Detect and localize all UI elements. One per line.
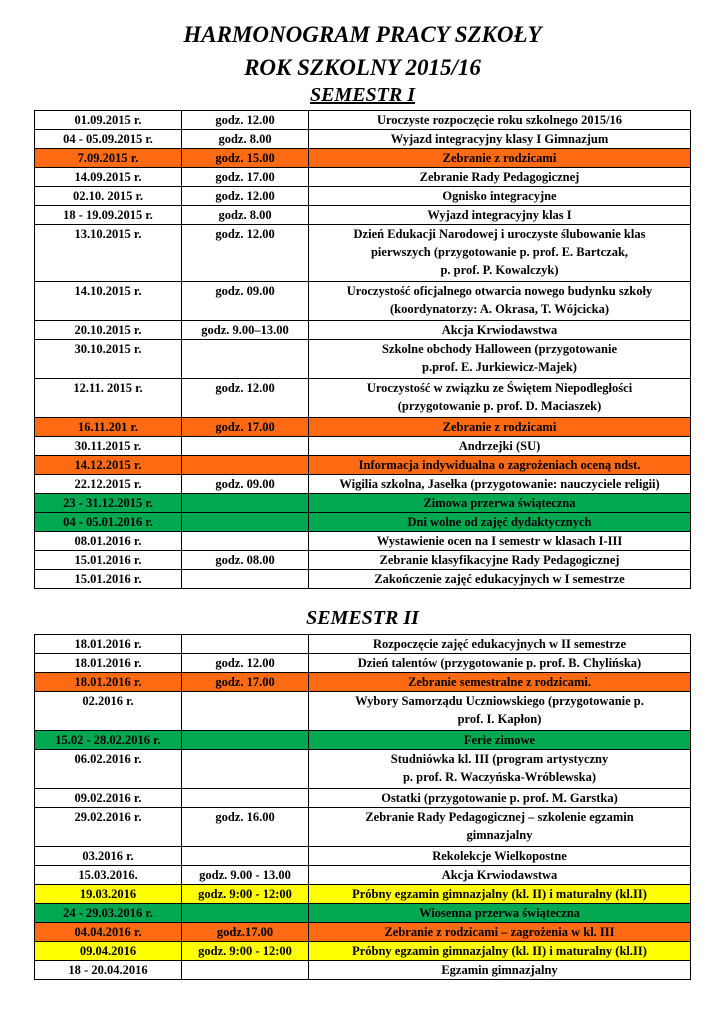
time-cell	[182, 635, 309, 654]
table-row	[35, 513, 691, 532]
event-line: Wyjazd integracyjny klasy I Gimnazjum	[390, 132, 609, 146]
date-cell: 24 - 29.03.2016 r.	[35, 904, 182, 923]
table-row	[35, 570, 691, 589]
time-cell	[182, 789, 309, 808]
event-line: p.prof. E. Jurkiewicz-Majek)	[422, 360, 577, 374]
table-row	[35, 418, 691, 437]
event-cell	[309, 692, 691, 731]
event-line: Zebranie Rady Pedagogicznej – szkolenie egzamin	[365, 810, 634, 824]
event-line: Uroczystość oficjalnego otwarcia nowego budynku szkoły	[346, 284, 653, 298]
event-line: Akcja Krwiodawstwa	[441, 323, 558, 337]
table-row	[35, 437, 691, 456]
date-cell: 06.02.2016 r.	[35, 750, 182, 789]
event-cell	[309, 321, 691, 340]
event-line: p. prof. P. Kowalczyk)	[440, 263, 559, 277]
event-cell	[309, 532, 691, 551]
table-row	[35, 866, 691, 885]
event-line: Zebranie z rodzicami	[442, 420, 557, 434]
table-row	[35, 731, 691, 750]
table-row	[35, 923, 691, 942]
time-cell: godz. 9.00–13.00	[182, 321, 309, 340]
time-cell: godz. 08.00	[182, 551, 309, 570]
event-cell	[309, 168, 691, 187]
event-cell	[309, 149, 691, 168]
time-cell: godz. 09.00	[182, 475, 309, 494]
time-cell: godz. 9:00 - 12:00	[182, 885, 309, 904]
event-line: Zebranie Rady Pedagogicznej	[419, 170, 580, 184]
event-cell	[309, 130, 691, 149]
event-cell	[309, 551, 691, 570]
event-cell	[309, 635, 691, 654]
event-cell	[309, 418, 691, 437]
event-cell	[309, 904, 691, 923]
event-cell	[309, 206, 691, 225]
time-cell	[182, 847, 309, 866]
table-row	[35, 379, 691, 418]
date-cell: 19.03.2016	[35, 885, 182, 904]
time-cell	[182, 731, 309, 750]
event-line: Dzień Edukacji Narodowej i uroczyste ślubowanie klas	[353, 227, 646, 241]
date-cell: 15.03.2016.	[35, 866, 182, 885]
time-cell	[182, 456, 309, 475]
event-cell	[309, 379, 691, 418]
table-row	[35, 149, 691, 168]
event-line: Egzamin gimnazjalny	[441, 963, 558, 977]
table-row	[35, 340, 691, 379]
table-row	[35, 225, 691, 282]
event-line: Zebranie klasyfikacyjne Rady Pedagogicznej	[379, 553, 620, 567]
date-cell: 15.01.2016 r.	[35, 551, 182, 570]
table-row	[35, 321, 691, 340]
date-cell: 09.04.2016	[35, 942, 182, 961]
date-cell: 04 - 05.01.2016 r.	[35, 513, 182, 532]
date-cell: 14.09.2015 r.	[35, 168, 182, 187]
table-row	[35, 750, 691, 789]
date-cell: 29.02.2016 r.	[35, 808, 182, 847]
event-line: Zebranie semestralne z rodzicami.	[407, 675, 592, 689]
table-row	[35, 635, 691, 654]
time-cell	[182, 340, 309, 379]
time-cell: godz. 12.00	[182, 654, 309, 673]
table-row	[35, 551, 691, 570]
event-cell	[309, 494, 691, 513]
time-cell	[182, 494, 309, 513]
event-cell	[309, 961, 691, 980]
event-line: Wyjazd integracyjny klas I	[427, 208, 572, 222]
event-cell	[309, 847, 691, 866]
event-cell	[309, 225, 691, 282]
event-line: Uroczyste rozpoczęcie roku szkolnego 2015/16	[376, 113, 623, 127]
time-cell: godz. 12.00	[182, 225, 309, 282]
date-cell: 30.10.2015 r.	[35, 340, 182, 379]
time-cell: godz. 09.00	[182, 282, 309, 321]
school-year-title: ROK SZKOLNY 2015/16	[244, 55, 481, 80]
event-cell	[309, 885, 691, 904]
event-cell	[309, 437, 691, 456]
semester-1-table	[34, 110, 691, 589]
date-cell: 08.01.2016 r.	[35, 532, 182, 551]
date-cell: 03.2016 r.	[35, 847, 182, 866]
date-cell: 13.10.2015 r.	[35, 225, 182, 282]
event-cell	[309, 475, 691, 494]
event-cell	[309, 923, 691, 942]
date-cell: 22.12.2015 r.	[35, 475, 182, 494]
time-cell: godz. 8.00	[182, 206, 309, 225]
event-line: Wybory Samorządu Uczniowskiego (przygotowanie p.	[355, 694, 644, 708]
event-cell	[309, 866, 691, 885]
event-cell	[309, 513, 691, 532]
date-cell: 18.01.2016 r.	[35, 654, 182, 673]
date-cell: 7.09.2015 r.	[35, 149, 182, 168]
time-cell: godz. 9:00 - 12:00	[182, 942, 309, 961]
date-cell: 14.10.2015 r.	[35, 282, 182, 321]
event-line: Ostatki (przygotowanie p. prof. M. Garstka)	[381, 791, 618, 805]
table-row	[35, 942, 691, 961]
event-line: Andrzejki (SU)	[458, 439, 541, 453]
table-row	[35, 111, 691, 130]
date-cell: 04.04.2016 r.	[35, 923, 182, 942]
time-cell	[182, 750, 309, 789]
event-line: Rekolekcje Wielkopostne	[432, 849, 567, 863]
table-row	[35, 673, 691, 692]
table-row	[35, 282, 691, 321]
event-line: Zebranie z rodzicami	[442, 151, 557, 165]
date-cell: 01.09.2015 r.	[35, 111, 182, 130]
date-cell: 09.02.2016 r.	[35, 789, 182, 808]
table-row	[35, 456, 691, 475]
event-line: Akcja Krwiodawstwa	[441, 868, 558, 882]
date-cell: 18 - 19.09.2015 r.	[35, 206, 182, 225]
table-row	[35, 904, 691, 923]
date-cell: 30.11.2015 r.	[35, 437, 182, 456]
event-cell	[309, 789, 691, 808]
time-cell	[182, 513, 309, 532]
date-cell: 16.11.201 r.	[35, 418, 182, 437]
event-cell	[309, 942, 691, 961]
date-cell: 18.01.2016 r.	[35, 673, 182, 692]
semester-2-table	[34, 634, 691, 980]
event-cell	[309, 750, 691, 789]
table-row	[35, 168, 691, 187]
event-line: Zebranie z rodzicami – zagrożenia w kl. III	[384, 925, 615, 939]
event-line: pierwszych (przygotowanie p. prof. E. Bartczak,	[370, 245, 629, 259]
event-cell	[309, 340, 691, 379]
event-line: Ognisko integracyjne	[442, 189, 557, 203]
time-cell	[182, 570, 309, 589]
date-cell: 18.01.2016 r.	[35, 635, 182, 654]
date-cell: 18 - 20.04.2016	[35, 961, 182, 980]
time-cell	[182, 904, 309, 923]
time-cell	[182, 532, 309, 551]
date-cell: 04 - 05.09.2015 r.	[35, 130, 182, 149]
date-cell: 02.2016 r.	[35, 692, 182, 731]
time-cell: godz. 12.00	[182, 379, 309, 418]
date-cell: 23 - 31.12.2015 r.	[35, 494, 182, 513]
event-line: prof. I. Kapłon)	[457, 712, 542, 726]
time-cell	[182, 692, 309, 731]
event-line: Zimowa przerwa świąteczna	[423, 496, 576, 510]
event-cell	[309, 187, 691, 206]
table-row	[35, 130, 691, 149]
event-line: gimnazjalny	[466, 828, 533, 842]
event-line: Rozpoczęcie zajęć edukacyjnych w II semestrze	[372, 637, 627, 651]
table-row	[35, 532, 691, 551]
event-line: (koordynatorzy: A. Okrasa, T. Wójcicka)	[389, 302, 610, 316]
date-cell: 20.10.2015 r.	[35, 321, 182, 340]
event-line: Wiosenna przerwa świąteczna	[419, 906, 580, 920]
document-title: HARMONOGRAM PRACY SZKOŁY	[183, 22, 542, 47]
table-row	[35, 789, 691, 808]
table-row	[35, 494, 691, 513]
event-line: Uroczystość w związku ze Świętem Niepodległości	[366, 381, 633, 395]
date-cell: 15.01.2016 r.	[35, 570, 182, 589]
table-row	[35, 692, 691, 731]
event-cell	[309, 731, 691, 750]
time-cell: godz.17.00	[182, 923, 309, 942]
event-line: Informacja indywidualna o zagrożeniach oceną ndst.	[358, 458, 641, 472]
time-cell: godz. 8.00	[182, 130, 309, 149]
time-cell: godz. 12.00	[182, 187, 309, 206]
time-cell: godz. 12.00	[182, 111, 309, 130]
time-cell: godz. 15.00	[182, 149, 309, 168]
table-row	[35, 961, 691, 980]
time-cell: godz. 17.00	[182, 418, 309, 437]
event-cell	[309, 111, 691, 130]
event-cell	[309, 456, 691, 475]
time-cell	[182, 961, 309, 980]
table-row	[35, 206, 691, 225]
date-cell: 15.02 - 28.02.2016 r.	[35, 731, 182, 750]
event-cell	[309, 673, 691, 692]
event-line: Szkolne obchody Halloween (przygotowanie	[381, 342, 618, 356]
time-cell	[182, 437, 309, 456]
event-line: Ferie zimowe	[463, 733, 536, 747]
date-cell: 02.10. 2015 r.	[35, 187, 182, 206]
event-line: Wystawienie ocen na I semestr w klasach I-III	[376, 534, 623, 548]
event-cell	[309, 570, 691, 589]
table-row	[35, 847, 691, 866]
event-line: Zakończenie zajęć edukacyjnych w I semestrze	[374, 572, 625, 586]
time-cell: godz. 9.00 - 13.00	[182, 866, 309, 885]
date-cell: 14.12.2015 r.	[35, 456, 182, 475]
event-line: Dzień talentów (przygotowanie p. prof. B. Chylińska)	[357, 656, 642, 670]
event-line: (przygotowanie p. prof. D. Maciaszek)	[397, 399, 602, 413]
semester-2-heading: SEMESTR II	[306, 607, 419, 629]
table-row	[35, 885, 691, 904]
event-line: p. prof. R. Waczyńska-Wróblewska)	[402, 770, 597, 784]
event-line: Próbny egzamin gimnazjalny (kl. II) i maturalny (kl.II)	[352, 887, 647, 901]
event-cell	[309, 282, 691, 321]
table-row	[35, 187, 691, 206]
table-row	[35, 808, 691, 847]
event-cell	[309, 654, 691, 673]
event-line: Próbny egzamin gimnazjalny (kl. II) i maturalny (kl.II)	[352, 944, 647, 958]
time-cell: godz. 16.00	[182, 808, 309, 847]
semester-1-heading: SEMESTR I	[309, 84, 416, 106]
event-line: Dni wolne od zajęć dydaktycznych	[407, 515, 592, 529]
event-cell	[309, 808, 691, 847]
table-row	[35, 654, 691, 673]
table-row	[35, 475, 691, 494]
time-cell: godz. 17.00	[182, 673, 309, 692]
date-cell: 12.11. 2015 r.	[35, 379, 182, 418]
time-cell: godz. 17.00	[182, 168, 309, 187]
event-line: Studniówka kl. III (program artystyczny	[390, 752, 609, 766]
event-line: Wigilia szkolna, Jasełka (przygotowanie: nauczyciele religii)	[339, 477, 660, 491]
